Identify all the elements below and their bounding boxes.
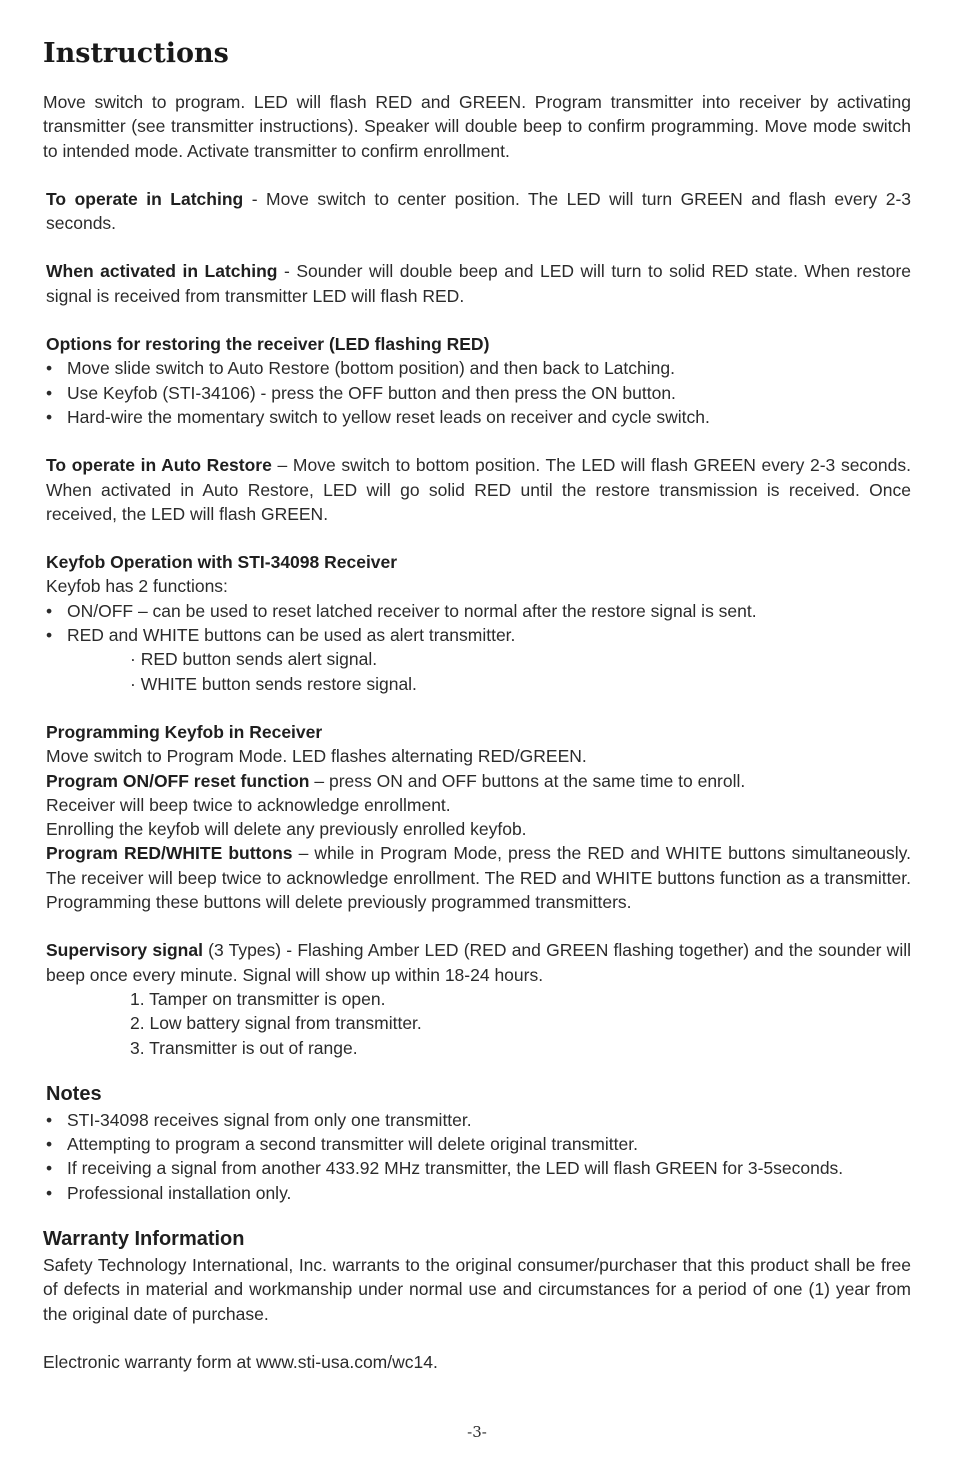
list-item: • Hard-wire the momentary switch to yellow reset leads on receiver and cycle switch. bbox=[46, 405, 911, 429]
list-item: • ON/OFF – can be used to reset latched receiver to normal after the restore signal is sent. bbox=[46, 599, 911, 623]
supervisory-paragraph bbox=[43, 938, 911, 987]
list-item: • Attempting to program a second transmitter will delete original transmitter. bbox=[46, 1132, 911, 1156]
list-item: • Move slide switch to Auto Restore (bottom position) and then back to Latching. bbox=[46, 356, 911, 380]
list-item: • STI-34098 receives signal from only one transmitter. bbox=[46, 1108, 911, 1132]
latching-text: - Move switch to center position. The LED will turn GREEN and flash every 2-3 seconds. bbox=[46, 188, 912, 234]
supervisory-item: 2. Low battery signal from transmitter. bbox=[130, 1013, 422, 1034]
program-onoff-text: – press ON and OFF buttons at the same time to enroll. bbox=[309, 770, 746, 791]
page-title: Instructions bbox=[43, 38, 229, 69]
program-redwhite-paragraph bbox=[43, 841, 911, 914]
page-number: -3- bbox=[467, 1423, 487, 1441]
notes-heading: Notes bbox=[46, 1082, 102, 1105]
program-onoff-label: Program ON/OFF reset function bbox=[46, 770, 310, 791]
auto-restore-paragraph bbox=[43, 453, 911, 526]
list-item: • Professional installation only. bbox=[46, 1181, 911, 1205]
activated-paragraph bbox=[43, 259, 911, 308]
keyfob-intro: Keyfob has 2 functions: bbox=[46, 576, 228, 597]
keyfob-functions-list bbox=[43, 599, 911, 648]
latching-paragraph bbox=[43, 187, 911, 236]
list-item: • Use Keyfob (STI-34106) - press the OFF button and then press the ON button. bbox=[46, 381, 911, 405]
auto-restore-text: – Move switch to bottom position. The LED will flash GREEN every 2-3 seconds. When activated in Auto Restore, LED will go solid RED until the restore transmission is received. Once received, the LED will flash GREEN. bbox=[46, 455, 911, 524]
warranty-heading: Warranty Information bbox=[43, 1227, 245, 1250]
supervisory-item: 3. Transmitter is out of range. bbox=[130, 1037, 358, 1058]
programming-line: Enrolling the keyfob will delete any previously enrolled keyfob. bbox=[46, 819, 527, 840]
activated-text: - Sounder will double beep and LED will turn to solid RED state. When restore signal is received from transmitter LED will flash RED. bbox=[46, 261, 912, 306]
supervisory-label: Supervisory signal bbox=[46, 940, 203, 961]
intro-paragraph: Move switch to program. LED will flash RED and GREEN. Program transmitter into receiver by activating transmitter (see transmitter instructions). Speaker will double beep to confirm programming. Move mode switch to intended mode. Activate transmitter to confirm enrollment. bbox=[43, 92, 911, 161]
keyfob-subitem: · RED button sends alert signal. bbox=[130, 649, 378, 670]
latching-label: To operate in Latching bbox=[46, 188, 244, 209]
program-redwhite-label: Program RED/WHITE buttons bbox=[46, 843, 293, 864]
warranty-form-link: Electronic warranty form at www.sti-usa.com/wc14. bbox=[43, 1351, 438, 1372]
list-item: • RED and WHITE buttons can be used as alert transmitter. bbox=[46, 623, 911, 647]
warranty-text: Safety Technology International, Inc. warrants to the original consumer/purchaser that this product shall be free of defects in material and workmanship under normal use and circumstances for a period of one (1) year from the original date of purchase. bbox=[43, 1254, 911, 1324]
programming-line: Move switch to Program Mode. LED flashes alternating RED/GREEN. bbox=[46, 746, 587, 767]
supervisory-text: (3 Types) - Flashing Amber LED (RED and GREEN flashing together) and the sounder will beep once every minute. Signal will show up within 18-24 hours. bbox=[46, 940, 911, 985]
restore-options-list bbox=[43, 356, 911, 429]
restore-options-heading: Options for restoring the receiver (LED flashing RED) bbox=[46, 334, 490, 355]
program-redwhite-text: – while in Program Mode, press the RED and WHITE buttons simultaneously. The receiver will beep twice to acknowledge enrollment. The RED and WHITE buttons function as a transmitter. Programming these buttons will delete previously programmed transmitters. bbox=[46, 843, 911, 913]
activated-label: When activated in Latching bbox=[46, 261, 278, 282]
auto-restore-label: To operate in Auto Restore bbox=[46, 455, 272, 476]
program-onoff-paragraph bbox=[43, 769, 911, 793]
notes-list bbox=[43, 1108, 911, 1205]
list-item: • If receiving a signal from another 433.92 MHz transmitter, the LED will flash GREEN for 3-5seconds. bbox=[46, 1156, 911, 1180]
programming-heading: Programming Keyfob in Receiver bbox=[46, 721, 323, 742]
keyfob-operation-heading: Keyfob Operation with STI-34098 Receiver bbox=[46, 552, 398, 573]
instructions-page bbox=[43, 36, 911, 1374]
keyfob-subitem: · WHITE button sends restore signal. bbox=[130, 673, 417, 694]
supervisory-item: 1. Tamper on transmitter is open. bbox=[130, 988, 386, 1009]
programming-line: Receiver will beep twice to acknowledge enrollment. bbox=[46, 794, 451, 815]
